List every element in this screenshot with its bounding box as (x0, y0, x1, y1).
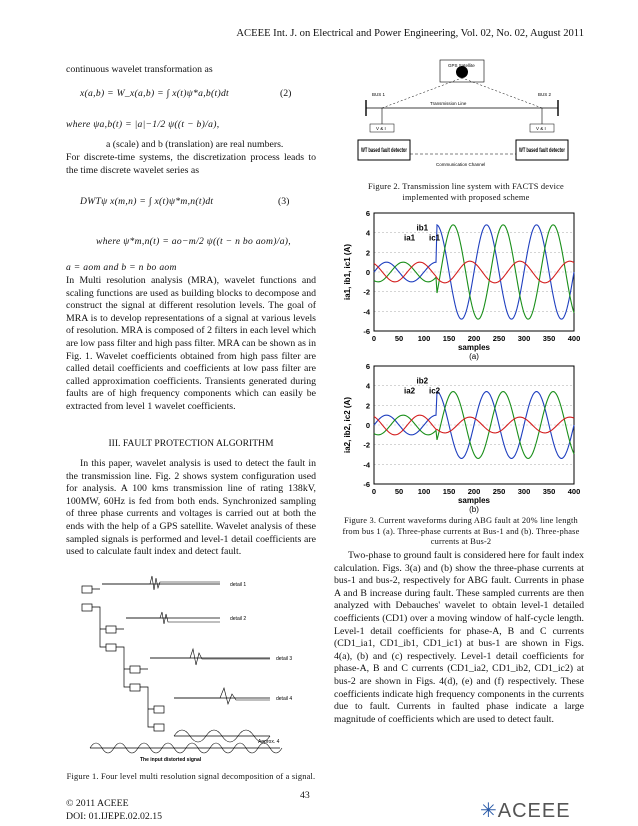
x-tick-label: 50 (394, 334, 404, 343)
figure-3a-chart (340, 205, 584, 363)
x-tick-label: 400 (567, 487, 581, 496)
figure-1-caption: Figure 1. Four level multi resolution signal decomposition of a signal. (66, 772, 316, 781)
panel-label: (b) (469, 505, 479, 514)
panel-label: (a) (469, 352, 479, 361)
equation-2 (80, 88, 310, 99)
logo-text: ACEEE (497, 800, 571, 822)
series-label-ib1: ib1 (416, 223, 429, 233)
y-axis-label: ia2, ib2, ic2 (A) (343, 396, 352, 454)
where-clause-1: where ψa,b(t) = |a|−1/2 ψ((t − b)/a), (66, 119, 220, 130)
x-tick-label: 300 (517, 487, 531, 496)
series-label-ib2: ib2 (416, 376, 429, 386)
x-tick-label: 400 (567, 334, 581, 343)
fig1-label-input: The input distorted signal (140, 757, 202, 763)
aceee-logo (480, 798, 571, 823)
fig1-label-detail3: detail 3 (276, 656, 293, 662)
footer-doi: DOI: 01.IJEPE.02.02.15 (66, 811, 163, 822)
y-tick-label: -2 (363, 440, 370, 450)
x-tick-label: 300 (517, 334, 531, 343)
figure-3b-chart (340, 358, 584, 516)
logo-star-icon: ✳ (480, 800, 498, 822)
x-tick-label: 350 (542, 334, 556, 343)
y-tick-label: 4 (365, 228, 370, 238)
x-tick-label: 0 (371, 334, 377, 343)
fig2-tline-label: Transmission Line (430, 101, 467, 106)
fig1-label-detail4: detail 4 (276, 696, 293, 702)
x-tick-label: 150 (442, 487, 456, 496)
fig2-vi-1: V & I (376, 126, 386, 131)
equation-3-number: (3) (278, 196, 290, 207)
x-tick-label: 200 (467, 334, 481, 343)
figure-2-caption: Figure 2. Transmission line system with FACTS device implemented with proposed scheme (368, 182, 564, 202)
x-axis-label: samples (457, 343, 491, 352)
equation-2-number: (2) (280, 88, 292, 99)
footer-copyright: © 2011 ACEEE (66, 798, 129, 809)
y-axis-label: ia1, ib1, ic1 (A) (343, 243, 352, 301)
fig2-detector-1: WT based fault detector (361, 148, 408, 154)
equation-3: DWTψ x(m,n) = ∫ x(t)ψ*m,n(t)dt (80, 196, 214, 207)
x-tick-label: 200 (467, 487, 481, 496)
y-tick-label: -4 (363, 460, 370, 470)
y-tick-label: 4 (365, 381, 370, 391)
fig1-label-detail1: detail 1 (230, 582, 247, 588)
intro-text: continuous wavelet transformation as (66, 64, 213, 75)
series-label-ic2: ic2 (429, 386, 441, 396)
y-tick-label: 2 (365, 248, 370, 258)
y-tick-label: 0 (365, 421, 370, 430)
fig1-label-approx4: Approx. 4 (258, 739, 280, 745)
fig2-gps-label: GPS Satellite (448, 63, 475, 68)
x-tick-label: 50 (394, 487, 404, 496)
journal-header: ACEEE Int. J. on Electrical and Power Engineering, Vol. 02, No. 02, August 2011 (236, 28, 584, 39)
fig2-comm-label: Communication Channel (436, 162, 486, 167)
fig1-label-detail2: detail 2 (230, 616, 247, 622)
y-tick-label: 6 (365, 209, 370, 218)
y-tick-label: -6 (363, 480, 370, 489)
x-tick-label: 150 (442, 334, 456, 343)
equation-2-body: x(a,b) = W_x(a,b) = ∫ x(t)ψ*a,b(t)dt (80, 88, 230, 99)
fig2-bus2-label: BUS 2 (538, 92, 552, 97)
figure-3-caption: Figure 3. Current waveforms during ABG fault at 20% line length from bus 1 (a). Three-phase currents at Bus-1 and (b). Three-phase currents at Bus-2 (342, 516, 580, 547)
y-tick-label: 0 (365, 268, 370, 277)
y-tick-label: -2 (363, 287, 370, 297)
figure-1-diagram (80, 566, 310, 766)
x-tick-label: 250 (492, 334, 506, 343)
where-clause-2: where ψ*m,n(t) = ao−m/2 ψ((t − n bo aom)/a), (96, 236, 291, 247)
fig2-detector-2: WT based fault detector (519, 148, 566, 154)
y-tick-label: -4 (363, 307, 370, 317)
fig2-vi-2: V & I (536, 126, 546, 131)
y-tick-label: -6 (363, 327, 370, 336)
x-axis-label: samples (457, 496, 491, 505)
ab-definition: a = aom and b = n bo aom (66, 262, 177, 273)
x-tick-label: 0 (371, 487, 377, 496)
section-paragraph: In this paper, wavelet analysis is used to detect the fault in the transmission line. Fig. 2 shows system configuration used for analysis. A 100 kms transmission line of rating 138kV, 100MW, 60Hz is fed from both ends. Synchronized sampling of three phase currents and voltages is carried out at both the ends with the help of a GPS satellite. Wavelet analysis of these sampled signals is performed and level-1 detail coefficients are used to calculate fault index and detect fault. (66, 458, 316, 558)
x-tick-label: 100 (417, 487, 431, 496)
figure-2-diagram (352, 58, 574, 178)
right-paragraph: Two-phase to ground fault is considered here for fault index calculation. Figs. 3(a) and (b) show the three-phase currents at bus-1 and bus-2, respectively for ABG fault. Currents in phase A and B increase during fault. These sampled currents are then analyzed with Debauches' wavelet to obtain level-1 detailed coefficients (CD1) over a moving window of half-cycle length. Level-1 detail coefficients for phase-A, B and C currents (CD1_ia1, CD1_ib1, CD1_ic1) at bus-1 are shown in Figs. 4(a), (b) and (c) respectively. Level-1 detail coefficients for phase-A, B and C currents (CD1_ia2, CD1_ib2, CD1_ic2) at bus-2 are shown in Figs. 4(d), (e) and (f) respectively. These coefficients indicate high frequency components in the currents due to fault. Currents in faulted phase indicate a large magnitude of coefficients which are used to detect fault. (334, 550, 584, 725)
series-label-ia1: ia1 (404, 233, 416, 243)
section-title: III. FAULT PROTECTION ALGORITHM (108, 438, 274, 449)
series-label-ia2: ia2 (404, 386, 416, 396)
series-label-ic1: ic1 (429, 233, 441, 243)
y-tick-label: 2 (365, 401, 370, 411)
page-number: 43 (300, 790, 310, 801)
discrete-text: For discrete-time systems, the discretization process leads to the time discrete wavelet series as (66, 152, 316, 176)
y-tick-label: 6 (365, 362, 370, 371)
x-tick-label: 350 (542, 487, 556, 496)
fig2-bus1-label: BUS 1 (372, 92, 386, 97)
scale-translation-text: a (scale) and b (translation) are real numbers. (106, 139, 284, 150)
x-tick-label: 250 (492, 487, 506, 496)
x-tick-label: 100 (417, 334, 431, 343)
mra-paragraph: In Multi resolution analysis (MRA), wavelet functions and scaling functions are used as building blocks to decompose and construct the signal at different resolution levels. The goal of MRA is to develop representations of a signal at various levels of resolution. MRA is composed of 2 filters in each level which are low pass filter and high pass filter. MRA can be shown as in Fig. 1. Wavelet coefficients obtained from high pass filter are called detail coefficients and coefficients at low pass filter are called approximation coefficients. Transients generated during faults are of high frequency components which can easily be extracted from level 1 wavelet coefficients. (66, 275, 316, 412)
